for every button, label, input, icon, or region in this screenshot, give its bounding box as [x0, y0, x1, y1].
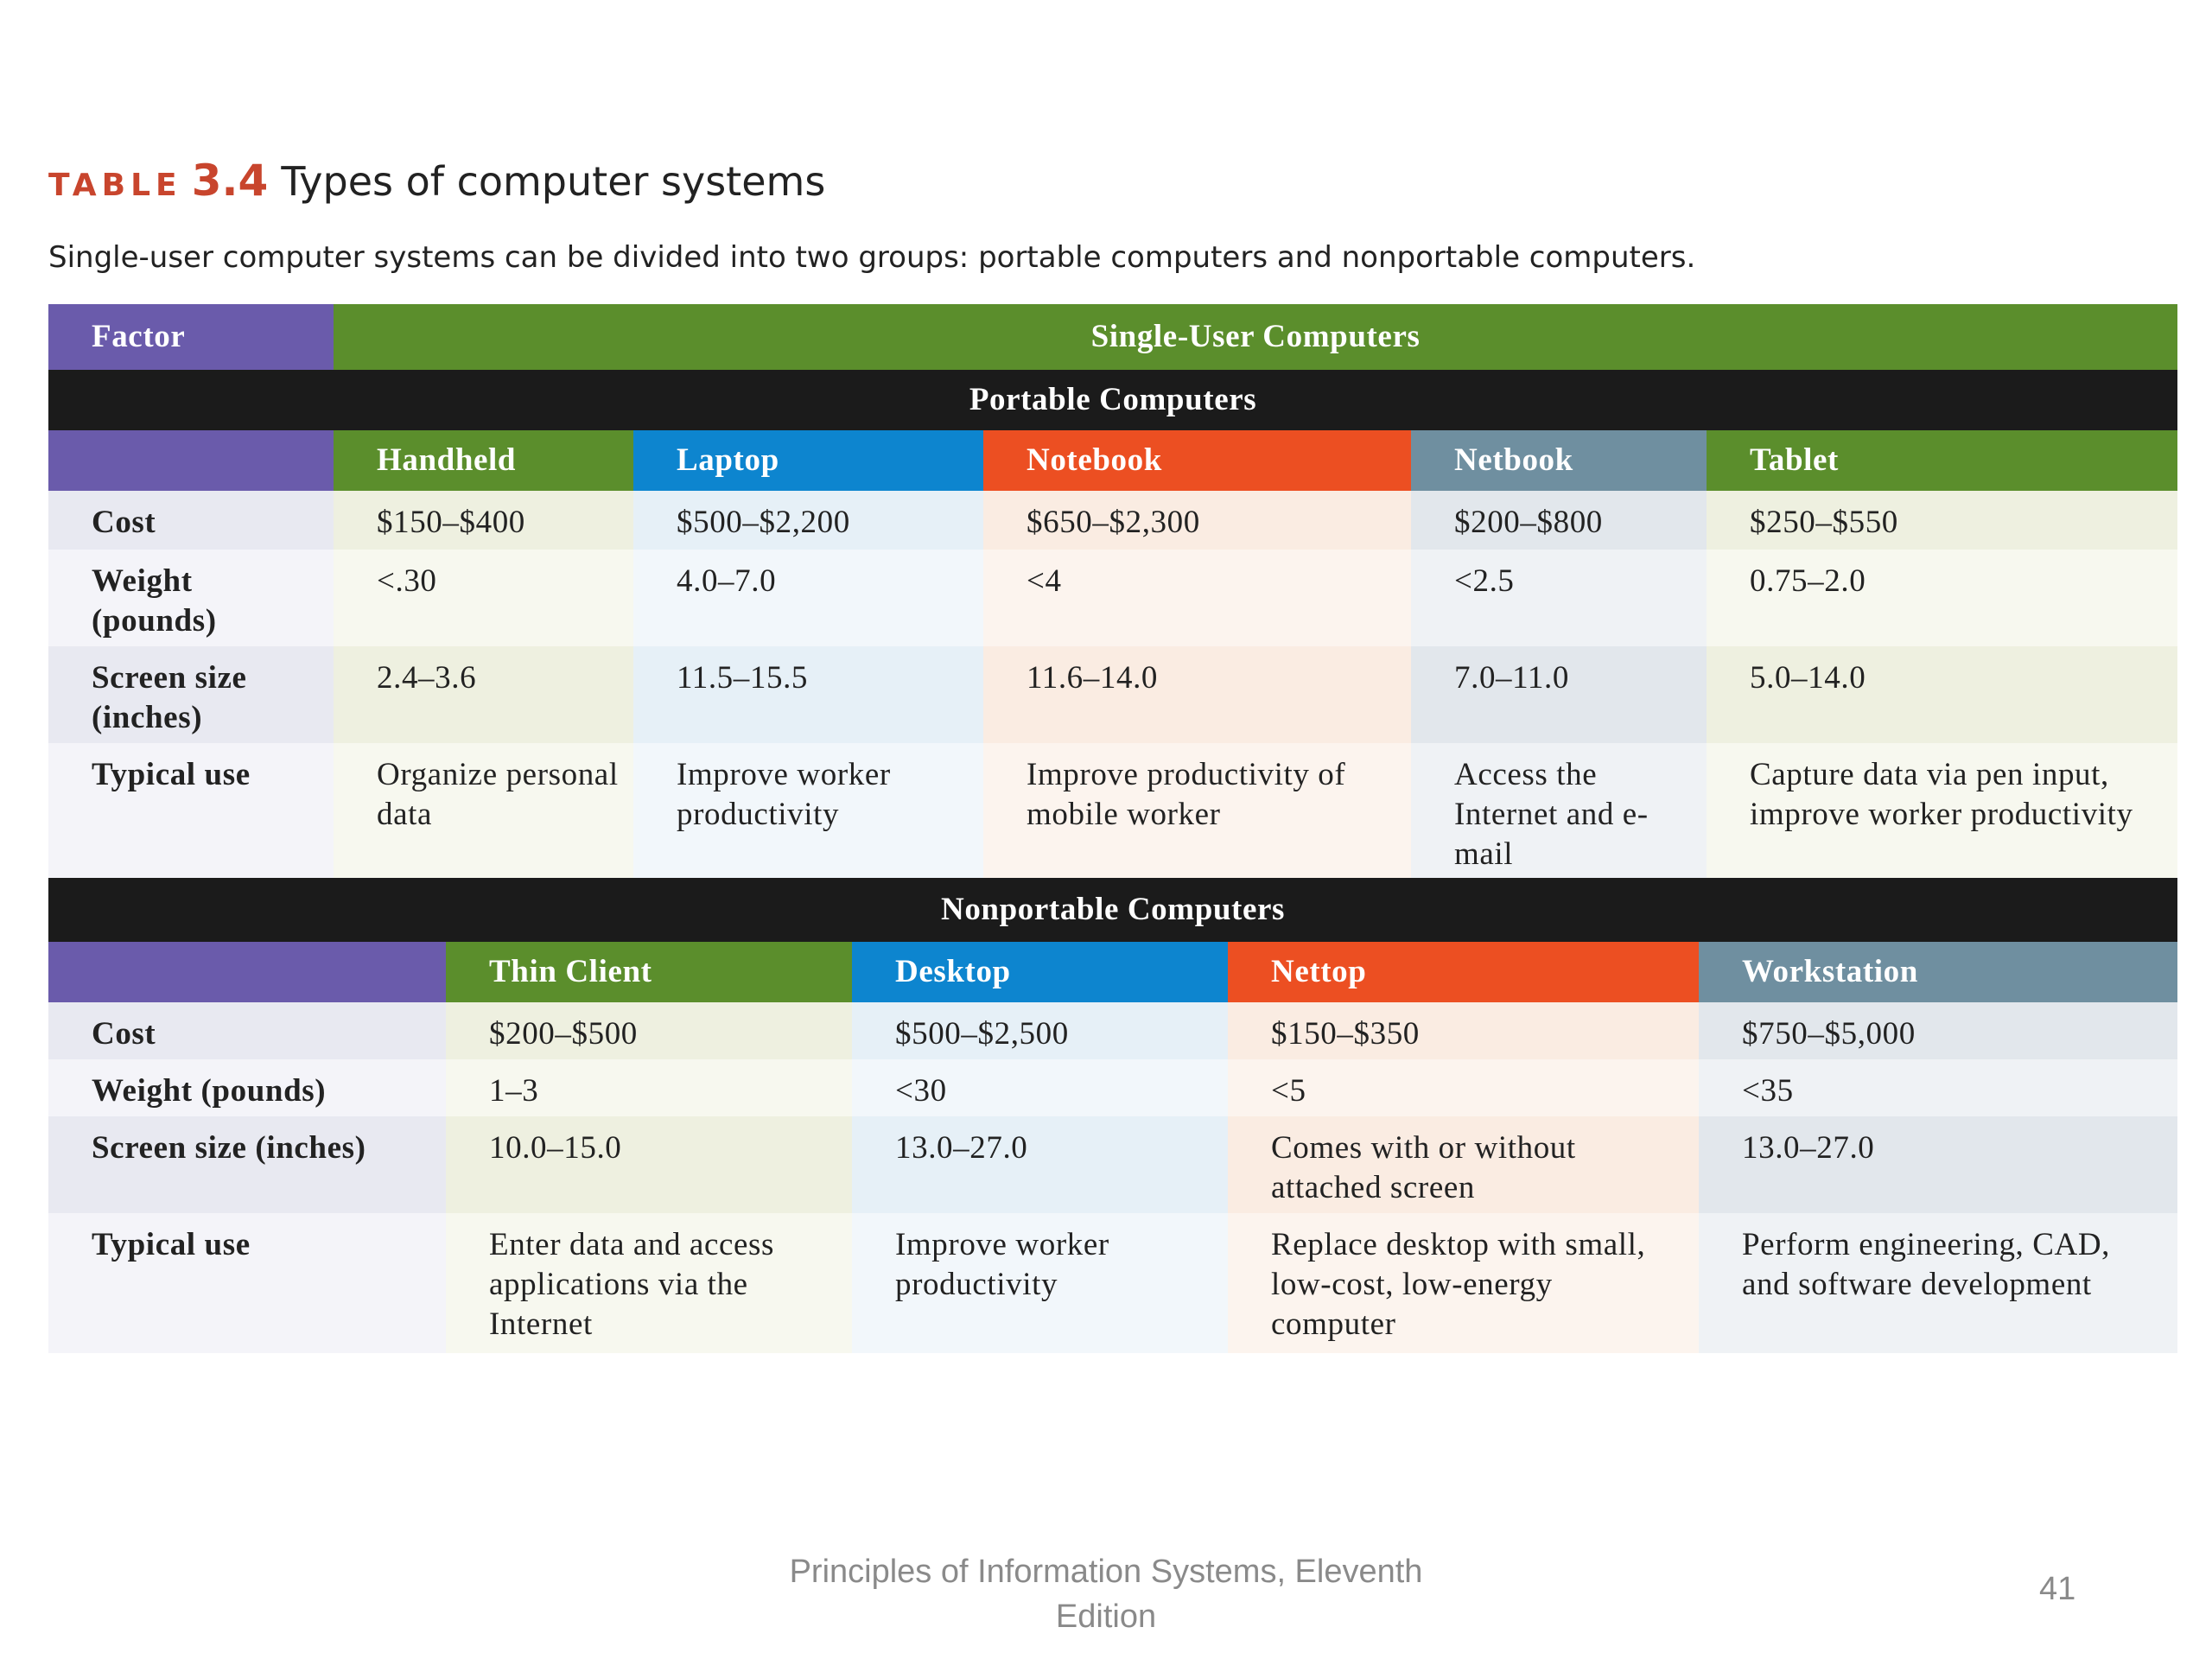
table-cell: 13.0–27.0	[852, 1116, 1228, 1213]
table-top-header-row	[48, 304, 2177, 370]
nonportable-section-header: Nonportable Computers	[48, 878, 2177, 942]
table-row	[48, 646, 2177, 743]
column-header-handheld: Handheld	[334, 430, 633, 491]
table-cell: $250–$550	[1707, 491, 2177, 550]
table-cell: <4	[983, 550, 1411, 646]
table-cell: 0.75–2.0	[1707, 550, 2177, 646]
table-cell: <35	[1699, 1059, 2177, 1116]
column-header-blank	[48, 942, 446, 1002]
table-row	[48, 1002, 2177, 1059]
single-user-header: Single-User Computers	[334, 304, 2177, 370]
table-row	[48, 491, 2177, 550]
factor-header: Factor	[48, 304, 334, 370]
portable-computers-table	[48, 304, 2177, 881]
table-cell: 5.0–14.0	[1707, 646, 2177, 743]
table-cell: $500–$2,200	[633, 491, 983, 550]
table-subtitle: Single-user computer systems can be divided into two groups: portable computers and nonportable computers.	[48, 240, 1696, 275]
table-cell: <30	[852, 1059, 1228, 1116]
table-cell: 13.0–27.0	[1699, 1116, 2177, 1213]
table-cell: $650–$2,300	[983, 491, 1411, 550]
table-cell: <5	[1228, 1059, 1699, 1116]
table-title-number: 3.4	[191, 156, 269, 206]
table-row	[48, 1213, 2177, 1353]
row-label-typical-use: Typical use	[48, 1213, 446, 1353]
table-cell: Replace desktop with small, low-cost, low-energy computer	[1228, 1213, 1699, 1353]
table-cell: Capture data via pen input, improve worker productivity	[1707, 743, 2177, 881]
column-header-blank	[48, 430, 334, 491]
row-label-weight: Weight (pounds)	[48, 550, 334, 646]
table-cell: 4.0–7.0	[633, 550, 983, 646]
portable-column-header-row	[48, 430, 2177, 491]
table-cell: Enter data and access applications via the Internet	[446, 1213, 852, 1353]
page-number: 41	[2039, 1571, 2076, 1607]
table-cell: $200–$800	[1411, 491, 1707, 550]
table-cell: Improve worker productivity	[633, 743, 983, 881]
table-cell: $150–$400	[334, 491, 633, 550]
column-header-tablet: Tablet	[1707, 430, 2177, 491]
table-cell: <2.5	[1411, 550, 1707, 646]
row-label-typical-use: Typical use	[48, 743, 334, 881]
table-cell: Improve productivity of mobile worker	[983, 743, 1411, 881]
table-cell: $500–$2,500	[852, 1002, 1228, 1059]
column-header-thin-client: Thin Client	[446, 942, 852, 1002]
table-cell: 2.4–3.6	[334, 646, 633, 743]
table-title-text: Types of computer systems	[281, 158, 826, 205]
column-header-nettop: Nettop	[1228, 942, 1699, 1002]
table-row	[48, 550, 2177, 646]
table-cell: $750–$5,000	[1699, 1002, 2177, 1059]
table-cell: Improve worker productivity	[852, 1213, 1228, 1353]
column-header-workstation: Workstation	[1699, 942, 2177, 1002]
table-cell: 1–3	[446, 1059, 852, 1116]
table-cell: 11.6–14.0	[983, 646, 1411, 743]
table-cell: Comes with or without attached screen	[1228, 1116, 1699, 1213]
slide-footer: Principles of Information Systems, Eleventh Edition	[789, 1554, 1423, 1635]
table-title-prefix: TABLE	[48, 168, 182, 203]
column-header-netbook: Netbook	[1411, 430, 1707, 491]
table-cell: Organize personal data	[334, 743, 633, 881]
row-label-weight: Weight (pounds)	[48, 1059, 446, 1116]
row-label-screen-size: Screen size (inches)	[48, 1116, 446, 1213]
table-row	[48, 1116, 2177, 1213]
column-header-laptop: Laptop	[633, 430, 983, 491]
table-cell: <.30	[334, 550, 633, 646]
table-title	[48, 156, 825, 206]
table-cell: $150–$350	[1228, 1002, 1699, 1059]
table-cell: 11.5–15.5	[633, 646, 983, 743]
nonportable-computers-table	[48, 878, 2177, 1353]
portable-section-header: Portable Computers	[48, 370, 2177, 430]
column-header-desktop: Desktop	[852, 942, 1228, 1002]
nonportable-section-row	[48, 878, 2177, 942]
table-cell: 7.0–11.0	[1411, 646, 1707, 743]
table-row	[48, 743, 2177, 881]
table-row	[48, 1059, 2177, 1116]
row-label-cost: Cost	[48, 1002, 446, 1059]
row-label-cost: Cost	[48, 491, 334, 550]
column-header-notebook: Notebook	[983, 430, 1411, 491]
table-cell: Perform engineering, CAD, and software development	[1699, 1213, 2177, 1353]
portable-section-row	[48, 370, 2177, 430]
table-cell: $200–$500	[446, 1002, 852, 1059]
table-cell: Access the Internet and e-mail	[1411, 743, 1707, 881]
row-label-screen-size: Screen size (inches)	[48, 646, 334, 743]
table-cell: 10.0–15.0	[446, 1116, 852, 1213]
nonportable-column-header-row	[48, 942, 2177, 1002]
